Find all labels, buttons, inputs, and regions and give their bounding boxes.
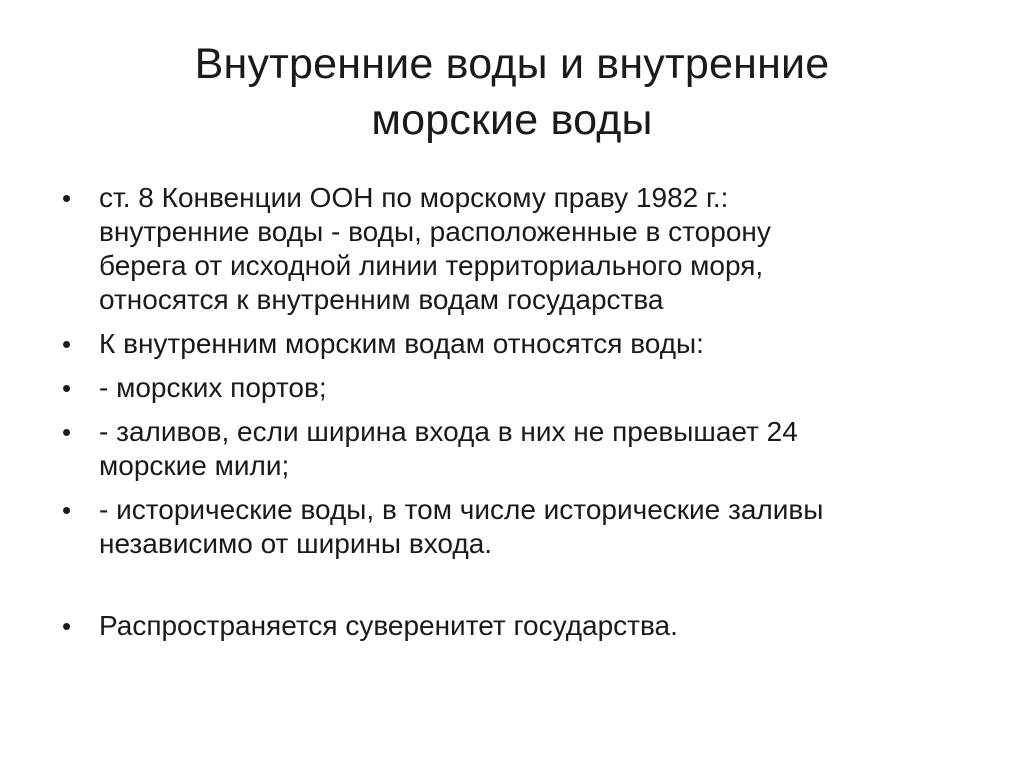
bullet-marker: • bbox=[62, 183, 72, 213]
bullet-line: внутренние воды - воды, расположенные в сторону bbox=[99, 216, 771, 247]
bullet-item-ports bbox=[62, 371, 962, 405]
bullet-text bbox=[99, 415, 962, 483]
bullet-line: - морских портов; bbox=[99, 372, 327, 403]
bullet-line: - исторические воды, в том числе исторические заливы bbox=[99, 494, 824, 525]
bullet-list bbox=[62, 181, 962, 653]
bullet-line: К внутренним морским водам относятся воды: bbox=[99, 328, 704, 359]
bullet-marker: • bbox=[62, 329, 72, 359]
slide-title bbox=[70, 36, 954, 148]
bullet-line: независимо от ширины входа. bbox=[99, 528, 493, 559]
bullet-text bbox=[99, 493, 962, 561]
bullet-line: ст. 8 Конвенции ООН по морскому праву 1982 г.: bbox=[99, 182, 729, 213]
bullet-item-convention bbox=[62, 181, 962, 317]
bullet-item-historic-waters bbox=[62, 493, 962, 561]
bullet-line: морские мили; bbox=[99, 450, 290, 481]
bullet-text bbox=[99, 371, 962, 405]
bullet-item-sovereignty bbox=[62, 609, 962, 643]
bullet-marker: • bbox=[62, 495, 72, 525]
bullet-item-inner-sea-waters bbox=[62, 327, 962, 361]
slide-title-line-1: Внутренние воды и внутренние bbox=[194, 40, 830, 88]
slide-title-line-2: морские воды bbox=[371, 96, 653, 144]
bullet-marker: • bbox=[62, 611, 72, 641]
bullet-text bbox=[99, 327, 962, 361]
bullet-line: относятся к внутренним водам государства bbox=[99, 284, 664, 315]
bullet-line: - заливов, если ширина входа в них не превышает 24 bbox=[99, 416, 798, 447]
bullet-item-bays bbox=[62, 415, 962, 483]
bullet-text bbox=[99, 609, 962, 643]
bullet-marker: • bbox=[62, 373, 72, 403]
bullet-marker: • bbox=[62, 417, 72, 447]
bullet-line: Распространяется суверенитет государства. bbox=[99, 610, 678, 641]
bullet-line: берега от исходной линии территориального моря, bbox=[99, 250, 764, 281]
bullet-text bbox=[99, 181, 962, 317]
